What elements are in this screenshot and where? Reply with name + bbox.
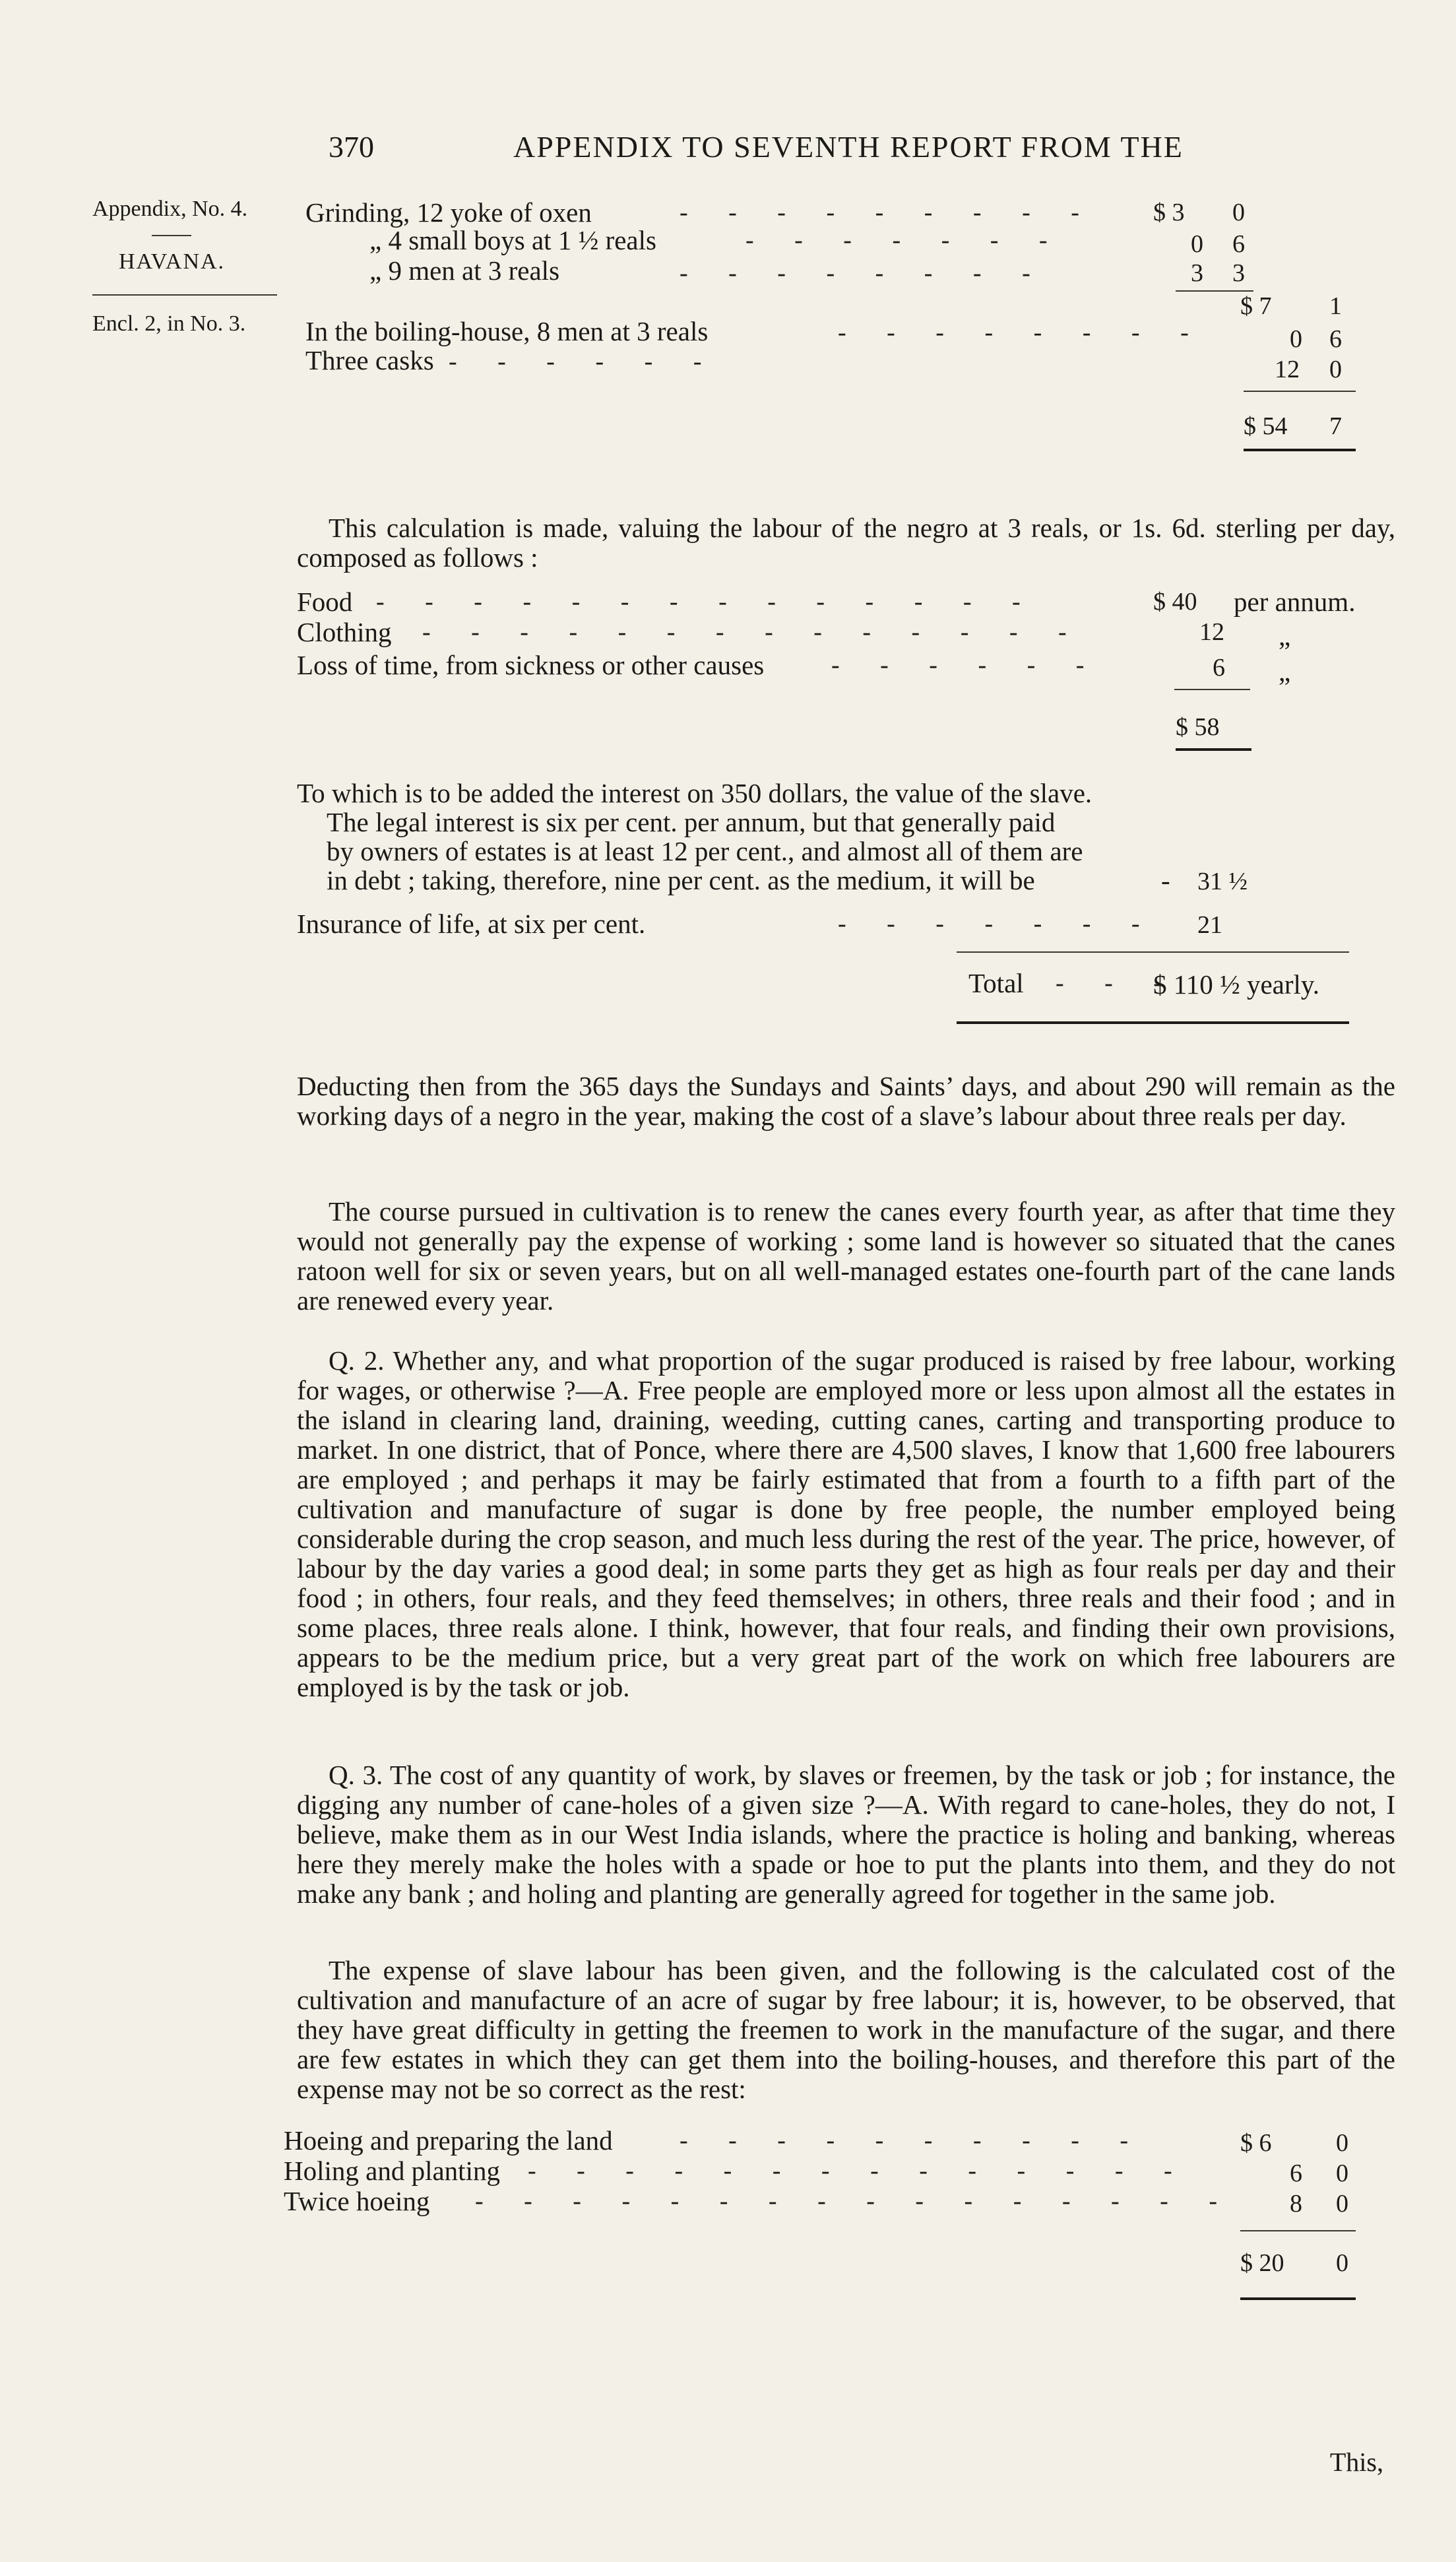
margin-enclosure: Encl. 2, in No. 3. bbox=[92, 311, 246, 336]
amount-dollars: 0 bbox=[1191, 230, 1203, 258]
margin-place: HAVANA. bbox=[119, 249, 226, 274]
leader-dashes: - - - - - - - - - bbox=[680, 199, 1096, 226]
interest-line: To which is to be added the interest on 350 dollars, the value of the slave. bbox=[297, 778, 1092, 808]
free-total-dollars: $ 20 bbox=[1240, 2249, 1284, 2277]
leader-dashes: - - - - - - - - - - - - - - bbox=[376, 588, 1038, 616]
leader-dashes: - - - - - - - bbox=[838, 910, 1157, 938]
cost-label: Clothing bbox=[297, 617, 392, 647]
amount-reals: 6 bbox=[1232, 230, 1245, 258]
cost-amount: 6 bbox=[1213, 654, 1225, 682]
subtotal-reals: 1 bbox=[1329, 292, 1342, 320]
total-dollars: $ 54 bbox=[1244, 412, 1288, 440]
amount-reals: 0 bbox=[1232, 199, 1245, 226]
amount-dollars: 0 bbox=[1290, 325, 1302, 353]
sum-rule bbox=[1240, 2230, 1356, 2231]
cost-amount: $ 40 bbox=[1153, 588, 1197, 616]
margin-divider bbox=[92, 294, 277, 296]
paragraph-free-labour: The expense of slave labour has been given, and the following is the calculated cost of the cultivation and manufacture of an acre of sugar by free labour; it is, however, to be observed, that they have great difficulty in getting the freemen to work in the manufacture of the sugar, and there are few estates in which they can get them into the boiling-houses, and therefore this part of the expense may not be so correct as the rest: bbox=[297, 1955, 1395, 2104]
cost-unit: „ bbox=[1279, 657, 1291, 687]
leader-dashes: - - - bbox=[1056, 969, 1179, 997]
leader-dashes: - - - - - - - - - - bbox=[680, 2127, 1146, 2154]
sum-rule bbox=[1174, 689, 1250, 690]
cost-label: Loss of time, from sickness or other causes bbox=[297, 650, 765, 680]
amount-dollars: 8 bbox=[1290, 2190, 1302, 2218]
interest-line: by owners of estates is at least 12 per cent., and almost all of them are bbox=[327, 836, 1083, 866]
table-row-label: Hoeing and preparing the land bbox=[284, 2125, 613, 2156]
cost-label: Food bbox=[297, 587, 353, 617]
leader-dashes: - - - - - - bbox=[831, 651, 1102, 679]
amount-reals: 0 bbox=[1336, 2129, 1348, 2157]
leader-dashes: - - - - - - - - bbox=[680, 259, 1048, 287]
interest-line: in debt ; taking, therefore, nine per cent. as the medium, it will be bbox=[327, 865, 1035, 895]
total-rule bbox=[957, 1021, 1349, 1024]
table-row-label: „ 4 small boys at 1 ½ reals bbox=[369, 225, 656, 255]
table-row-label: „ 9 men at 3 reals bbox=[369, 255, 560, 286]
table-row-label: Three casks bbox=[305, 345, 434, 375]
total-rule bbox=[1244, 449, 1356, 451]
amount-reals: 0 bbox=[1336, 2160, 1348, 2187]
cost-amount: 12 bbox=[1199, 618, 1224, 646]
table-row-label: Twice hoeing bbox=[284, 2186, 430, 2216]
catchword: This, bbox=[1329, 2447, 1383, 2477]
grand-total-label: Total bbox=[968, 968, 1024, 998]
leader-dashes: - - - - - - - - - - - - - - - - bbox=[475, 2187, 1234, 2215]
sum-rule bbox=[1244, 391, 1356, 392]
sum-rule bbox=[957, 951, 1349, 953]
total-rule bbox=[1240, 2297, 1356, 2300]
leader-dashes: - bbox=[1161, 865, 1170, 895]
total-reals: 7 bbox=[1329, 412, 1342, 440]
amount-reals: 0 bbox=[1336, 2190, 1348, 2218]
leader-dashes: - - - - - - - - - - - - - - bbox=[422, 618, 1084, 646]
insurance-label: Insurance of life, at six per cent. bbox=[297, 909, 646, 939]
page-number: 370 bbox=[329, 130, 374, 164]
cost-unit: per annum. bbox=[1234, 587, 1356, 617]
amount-dollars: 6 bbox=[1290, 2160, 1302, 2187]
paragraph-question-3: Q. 3. The cost of any quantity of work, by slaves or freemen, by the task or job ; for instance, the digging any number of cane-holes of a given size ?—A. With regard to cane-holes, they do not, I believe, make them as in our West India islands, where the practice is holing and banking, whereas here they merely make the holes with a spade or hoe to put the plants into them, and they do not make any bank ; and holing and planting are generally agreed for together in the same job. bbox=[297, 1760, 1395, 1909]
amount-dollars: $ 6 bbox=[1240, 2129, 1272, 2157]
leader-dashes: - - - - - - - bbox=[745, 226, 1065, 254]
leader-dashes: - - - - - - bbox=[449, 348, 719, 375]
amount-dollars: 12 bbox=[1275, 356, 1300, 383]
labour-intro: This calculation is made, valuing the labour of the negro at 3 reals, or 1s. 6d. sterling per day, composed as follows : bbox=[297, 513, 1395, 573]
table-row-label: Holing and planting bbox=[284, 2156, 500, 2186]
page-header-title: APPENDIX TO SEVENTH REPORT FROM THE bbox=[513, 130, 1184, 164]
amount-dollars: 3 bbox=[1191, 259, 1203, 287]
leader-dashes: - - - - - - - - bbox=[838, 319, 1206, 346]
paragraph-question-2: Q. 2. Whether any, and what proportion of the sugar produced is raised by free labour, working for wages, or otherwise ?—A. Free people are employed more or less upon almost all the estates in the island in clearing land, draining, weeding, cutting canes, carting and transporting produce to market. In one district, that of Ponce, where there are 4,500 slaves, I know that 1,600 free labourers are employed ; and perhaps it may be fairly estimated that from a fourth to a fifth part of the cultivation and manufacture of sugar is done by free people, the number employed being considerable during the crop season, and much less during the rest of the year. The price, however, of labour by the day varies a good deal; in some parts they get as high as four reals per day and their food ; in others, four reals, and they feed themselves; in others, three reals and their food ; and in some places, three reals alone. I think, however, that four reals, and finding their own provisions, appears to be the medium price, but a very great part of the work on which free labourers are employed is by the task or job. bbox=[297, 1345, 1395, 1702]
table-row-label: Grinding, 12 yoke of oxen bbox=[305, 197, 592, 228]
interest-amount: 31 ½ bbox=[1197, 868, 1248, 895]
amount-reals: 3 bbox=[1232, 259, 1245, 287]
paragraph-cultivation: The course pursued in cultivation is to renew the canes every fourth year, as after that time they would not generally pay the expense of working ; some land is however so situated that the canes ratoon well for six or seven years, but on all well-managed estates one-fourth part of the cane lands are renewed every year. bbox=[297, 1196, 1395, 1316]
margin-divider bbox=[152, 235, 191, 236]
insurance-amount: 21 bbox=[1197, 911, 1222, 939]
interest-line: The legal interest is six per cent. per annum, but that generally paid bbox=[327, 807, 1056, 837]
cost-unit: „ bbox=[1279, 621, 1291, 651]
amount-reals: 0 bbox=[1329, 356, 1342, 383]
total-rule bbox=[1176, 748, 1251, 751]
grand-total-amount: $ 110 ½ yearly. bbox=[1153, 969, 1320, 1000]
amount-dollars: $ 3 bbox=[1153, 199, 1185, 226]
amount-reals: 6 bbox=[1329, 325, 1342, 353]
margin-appendix: Appendix, No. 4. bbox=[92, 197, 248, 221]
subtotal-dollars: $ 7 bbox=[1240, 292, 1272, 320]
cost-total: $ 58 bbox=[1176, 713, 1220, 741]
paragraph-working-days: Deducting then from the 365 days the Sundays and Saints’ days, and about 290 will remain as the working days of a negro in the year, making the cost of a slave’s labour about three reals per day. bbox=[297, 1071, 1395, 1131]
table-row-label: In the boiling-house, 8 men at 3 reals bbox=[305, 316, 709, 346]
free-total-reals: 0 bbox=[1336, 2249, 1348, 2277]
leader-dashes: - - - - - - - - - - - - - - bbox=[528, 2157, 1189, 2185]
